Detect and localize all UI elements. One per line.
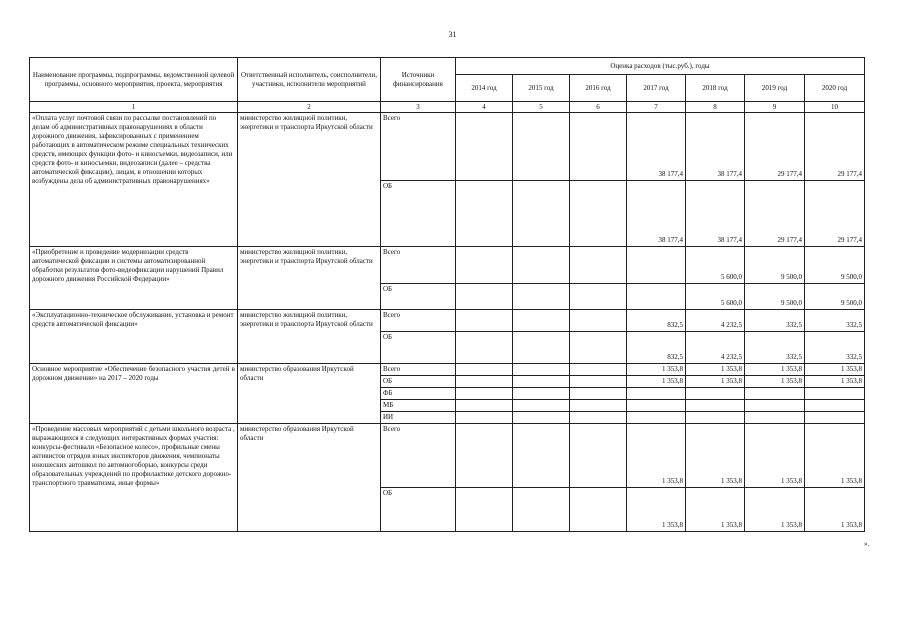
expense-value <box>513 388 570 400</box>
expense-value: 38 177,4 <box>627 113 686 181</box>
expense-value <box>627 388 686 400</box>
table-row <box>30 113 865 181</box>
expense-value <box>570 400 627 412</box>
expense-value <box>627 400 686 412</box>
responsible-executor: министерство жилищной политики, энергетики и транспорта Иркутской области <box>238 310 381 364</box>
expense-value <box>513 310 570 332</box>
funding-source: ОБ <box>381 488 456 532</box>
header-index-cell: 4 <box>456 102 513 113</box>
expense-value: 1 353,8 <box>627 376 686 388</box>
expense-value <box>456 388 513 400</box>
expense-value <box>513 488 570 532</box>
header-year: 2020 год <box>805 75 865 102</box>
responsible-executor: министерство образования Иркутской области <box>238 364 381 424</box>
expense-value: 1 353,8 <box>745 488 805 532</box>
table-row <box>30 424 865 488</box>
expense-value <box>745 388 805 400</box>
table-header <box>30 58 865 113</box>
funding-source: ОБ <box>381 284 456 310</box>
expense-value <box>456 332 513 364</box>
expense-value <box>456 488 513 532</box>
header-responsible: Ответственный исполнитель, соисполнители, участники, исполнители мероприятий <box>238 58 381 102</box>
expense-value <box>513 424 570 488</box>
expense-value <box>570 488 627 532</box>
expense-value: 29 177,4 <box>805 113 865 181</box>
header-index-row <box>30 102 865 113</box>
funding-source: ОБ <box>381 181 456 247</box>
expense-value: 9 500,0 <box>745 284 805 310</box>
expense-value <box>456 113 513 181</box>
expense-value: 1 353,8 <box>745 364 805 376</box>
activity-name: Основное мероприятие «Обеспечение безопасного участия детей в дорожном движении» на 2017 – 2020 годы <box>30 364 238 424</box>
responsible-executor: министерство жилищной политики, энергетики и транспорта Иркутской области <box>238 113 381 247</box>
expense-value <box>456 424 513 488</box>
table-row <box>30 247 865 284</box>
header-year: 2014 год <box>456 75 513 102</box>
expense-value <box>570 412 627 424</box>
header-estimate: Оценка расходов (тыс.руб.), годы <box>456 58 865 75</box>
expense-value: 1 353,8 <box>686 488 745 532</box>
expense-value <box>745 412 805 424</box>
responsible-executor: министерство образования Иркутской области <box>238 424 381 532</box>
expense-value: 4 232,5 <box>686 332 745 364</box>
expense-value <box>570 113 627 181</box>
expense-value: 38 177,4 <box>627 181 686 247</box>
table-body <box>30 113 865 532</box>
expense-value: 832,5 <box>627 310 686 332</box>
expense-value <box>745 400 805 412</box>
expense-value: 1 353,8 <box>686 424 745 488</box>
expense-value <box>513 376 570 388</box>
expense-value <box>513 113 570 181</box>
header-year: 2019 год <box>745 75 805 102</box>
expense-value: 332,5 <box>745 332 805 364</box>
header-index-cell: 5 <box>513 102 570 113</box>
expense-value: 4 232,5 <box>686 310 745 332</box>
expense-value: 9 500,0 <box>805 247 865 284</box>
expense-value: 1 353,8 <box>805 488 865 532</box>
responsible-executor: министерство жилищной политики, энергетики и транспорта Иркутской области <box>238 247 381 310</box>
expense-value: 332,5 <box>805 332 865 364</box>
header-year: 2018 год <box>686 75 745 102</box>
expense-value <box>570 247 627 284</box>
funding-source: Всего <box>381 113 456 181</box>
expense-value <box>456 400 513 412</box>
expense-value <box>627 247 686 284</box>
expense-value <box>513 332 570 364</box>
funding-source: Всего <box>381 424 456 488</box>
expense-value <box>456 247 513 284</box>
expense-value: 9 500,0 <box>805 284 865 310</box>
budget-table <box>29 57 865 532</box>
funding-source: ОБ <box>381 376 456 388</box>
expense-value <box>570 310 627 332</box>
expense-value <box>513 181 570 247</box>
closing-mark: ». <box>864 540 870 548</box>
funding-source: ИИ <box>381 412 456 424</box>
expense-value <box>570 181 627 247</box>
header-year: 2016 год <box>570 75 627 102</box>
header-year: 2015 год <box>513 75 570 102</box>
header-index-cell: 6 <box>570 102 627 113</box>
header-index-cell: 3 <box>381 102 456 113</box>
expense-value <box>627 412 686 424</box>
funding-source: ФБ <box>381 388 456 400</box>
expense-value <box>627 284 686 310</box>
expense-value <box>686 388 745 400</box>
expense-value <box>456 181 513 247</box>
expense-value: 29 177,4 <box>745 113 805 181</box>
expense-value <box>570 332 627 364</box>
header-index-cell: 7 <box>627 102 686 113</box>
table-row <box>30 364 865 376</box>
expense-value: 1 353,8 <box>627 488 686 532</box>
expense-value <box>570 364 627 376</box>
expense-value <box>456 364 513 376</box>
expense-value <box>456 310 513 332</box>
expense-value: 1 353,8 <box>627 364 686 376</box>
expense-value <box>456 284 513 310</box>
activity-name: «Эксплуатационно-техническое обслуживание, установка и ремонт средств автоматической фиксации» <box>30 310 238 364</box>
expense-value: 1 353,8 <box>686 376 745 388</box>
expense-value: 5 600,0 <box>686 247 745 284</box>
expense-value <box>513 364 570 376</box>
page-number: 31 <box>448 30 457 39</box>
expense-value <box>805 412 865 424</box>
expense-value: 29 177,4 <box>805 181 865 247</box>
funding-source: Всего <box>381 310 456 332</box>
funding-source: Всего <box>381 364 456 376</box>
header-sources: Источники финансирования <box>381 58 456 102</box>
expense-value: 5 600,0 <box>686 284 745 310</box>
expense-value: 832,5 <box>627 332 686 364</box>
expense-value <box>570 284 627 310</box>
table-row <box>30 310 865 332</box>
activity-name: «Проведение массовых мероприятий с детьми школьного возраста , выражающихся в следующих интерактивных формах участия: конкурсы-фестивали «Безопасное колесо», профильные смены активистов отрядов юных инспекторов движения, чемпионаты юношеских автошкол по автомногоборью, конкурсы среди образовательных учреждений по профилактике детского дорожно-транспортного травматизма, иные формы» <box>30 424 238 532</box>
expense-value: 9 500,0 <box>745 247 805 284</box>
header-index-cell: 1 <box>30 102 238 113</box>
funding-source: МБ <box>381 400 456 412</box>
expense-value <box>456 412 513 424</box>
expense-value <box>513 247 570 284</box>
expense-value <box>570 424 627 488</box>
expense-value: 332,5 <box>805 310 865 332</box>
expense-value: 29 177,4 <box>745 181 805 247</box>
header-year: 2017 год <box>627 75 686 102</box>
expense-value <box>570 388 627 400</box>
expense-value <box>513 400 570 412</box>
expense-value: 1 353,8 <box>745 376 805 388</box>
expense-value <box>686 400 745 412</box>
activity-name: «Оплата услуг почтовой связи по рассылке постановлений по делам об административных правонарушениях в области дорожного движения, зафиксированных с применением работающих в автоматическом режиме специальных технических средств, имеющих функции фото- и киносъемки, видеозаписи, или средств фото- и киносъемки, видеозаписи (далее – средства автоматической фиксации), лицам, в отношении которых возбуждены дела об административных правонарушениях» <box>30 113 238 247</box>
expense-value: 1 353,8 <box>805 376 865 388</box>
header-index-cell: 9 <box>745 102 805 113</box>
header-index-cell: 10 <box>805 102 865 113</box>
expense-value <box>513 284 570 310</box>
activity-name: «Приобретение и проведение модернизации средств автоматической фиксации и системы автоматизированной обработки результатов фото-видеофиксации нарушений Правил дорожного движения Российской Федерации» <box>30 247 238 310</box>
header-index-cell: 2 <box>238 102 381 113</box>
funding-source: Всего <box>381 247 456 284</box>
expense-value <box>570 376 627 388</box>
expense-value <box>456 376 513 388</box>
header-index-cell: 8 <box>686 102 745 113</box>
expense-value: 38 177,4 <box>686 113 745 181</box>
expense-value: 1 353,8 <box>686 364 745 376</box>
expense-value: 1 353,8 <box>805 364 865 376</box>
expense-value <box>805 400 865 412</box>
expense-value: 1 353,8 <box>627 424 686 488</box>
expense-value <box>805 388 865 400</box>
expense-value: 38 177,4 <box>686 181 745 247</box>
expense-value: 1 353,8 <box>745 424 805 488</box>
expense-value: 1 353,8 <box>805 424 865 488</box>
header-name: Наименование программы, подпрограммы, ведомственной целевой программы, основного мероприятия, проекта, мероприятия <box>30 58 238 102</box>
expense-value: 332,5 <box>745 310 805 332</box>
funding-source: ОБ <box>381 332 456 364</box>
expense-value <box>513 412 570 424</box>
expense-value <box>686 412 745 424</box>
